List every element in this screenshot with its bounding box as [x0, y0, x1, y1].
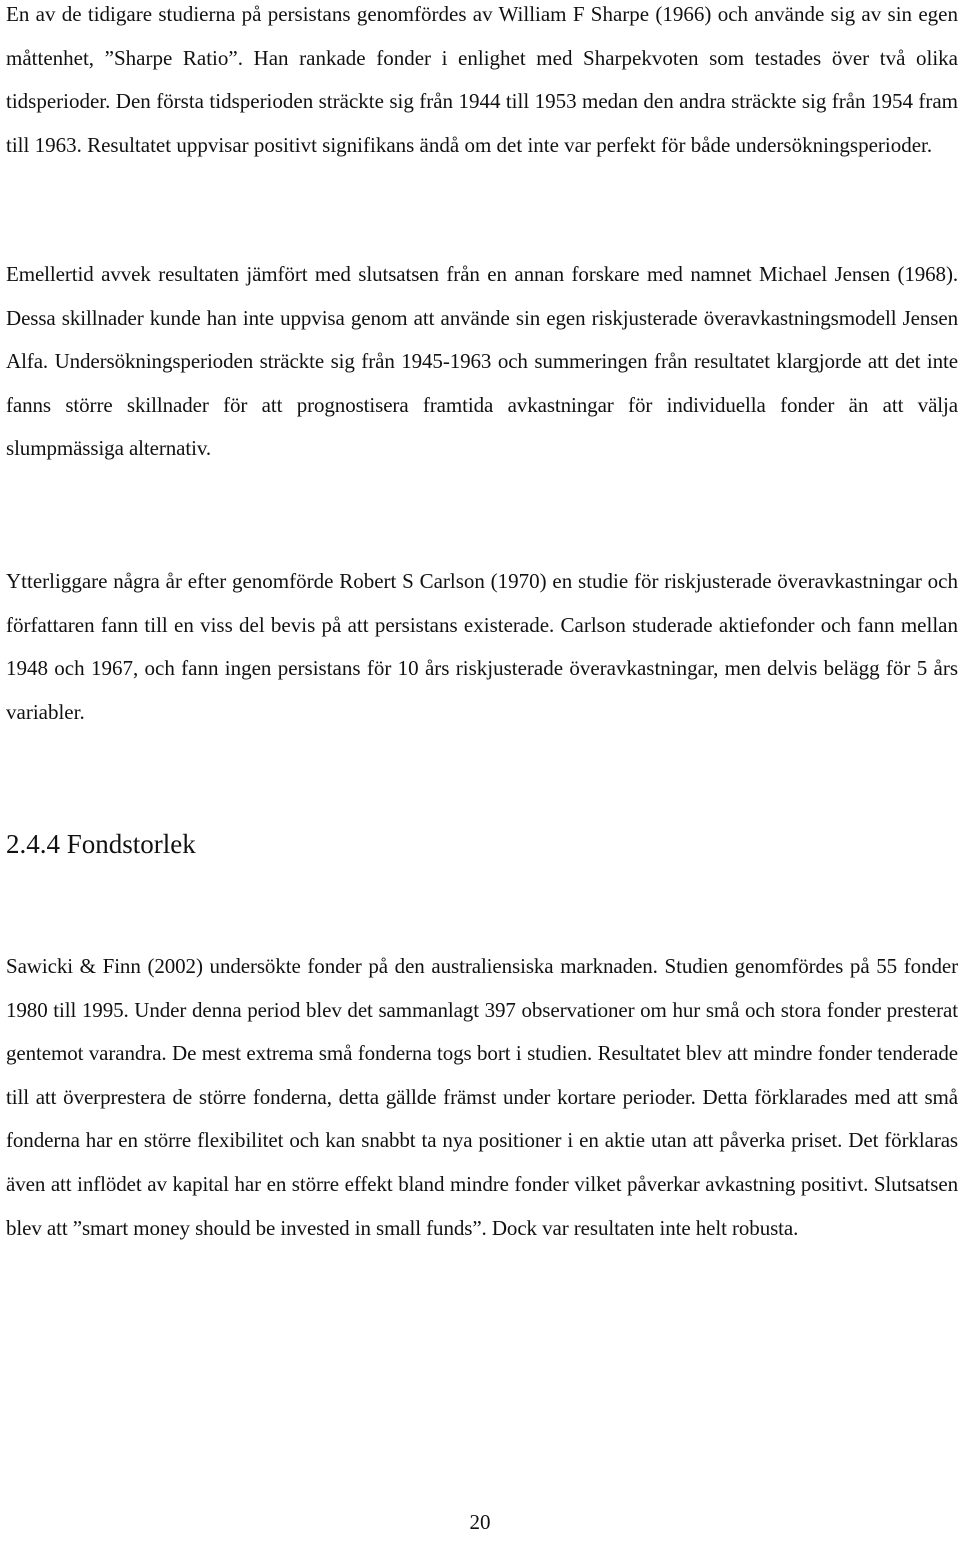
page-number: 20 — [469, 1510, 491, 1534]
paragraph-carlson: Ytterliggare några år efter genomförde Robert S Carlson (1970) en studie för riskjusterade överavkastningar och författaren fann till en viss del bevis på att persistans existerade. Carlson studerade aktiefonder och fann mellan 1948 och 1967, och fann ingen persistans för 10 års riskjusterade överavkastningar, men delvis belägg för 5 års variabler. — [6, 569, 958, 724]
paragraph-sawicki-finn: Sawicki & Finn (2002) undersökte fonder på den australiensiska marknaden. Studien genomfördes på 55 fonder 1980 till 1995. Under denna period blev det sammanlagt 397 observationer om hur små och stora fonder presterat gentemot varandra. De mest extrema små fonderna togs bort i studien. Resultatet blev att mindre fonder tenderade till att överprestera de större fonderna, detta gällde främst under kortare perioder. Detta förklarades med att små fonderna har en större flexibilitet och kan snabbt ta nya positioner i en aktie utan att påverka priset. Det förklaras även att inflödet av kapital har en större effekt bland mindre fonder vilket påverkar avkastning positivt. Slutsatsen blev att ”smart money should be invested in small funds”. Dock var resultaten inte helt robusta. — [6, 954, 958, 1240]
paragraph-sharpe: En av de tidigare studierna på persistans genomfördes av William F Sharpe (1966) och använde sig av sin egen måttenhet, ”Sharpe Ratio”. Han rankade fonder i enlighet med Sharpekvoten som testades över två olika tidsperioder. Den första tidsperioden sträckte sig från 1944 till 1953 medan den andra sträckte sig från 1954 fram till 1963. Resultatet uppvisar positivt signifikans ändå om det inte var perfekt för både undersökningsperioder. — [6, 2, 958, 157]
section-heading: 2.4.4 Fondstorlek — [6, 829, 196, 859]
paragraph-jensen: Emellertid avvek resultaten jämfört med slutsatsen från en annan forskare med namnet Michael Jensen (1968). Dessa skillnader kunde han inte uppvisa genom att använde sin egen riskjusterade överavkastningsmodell Jensen Alfa. Undersökningsperioden sträckte sig från 1945-1963 och summeringen från resultatet klargjorde att det inte fanns större skillnader för att prognostisera framtida avkastningar för individuella fonder än att välja slumpmässiga alternativ. — [6, 262, 958, 461]
